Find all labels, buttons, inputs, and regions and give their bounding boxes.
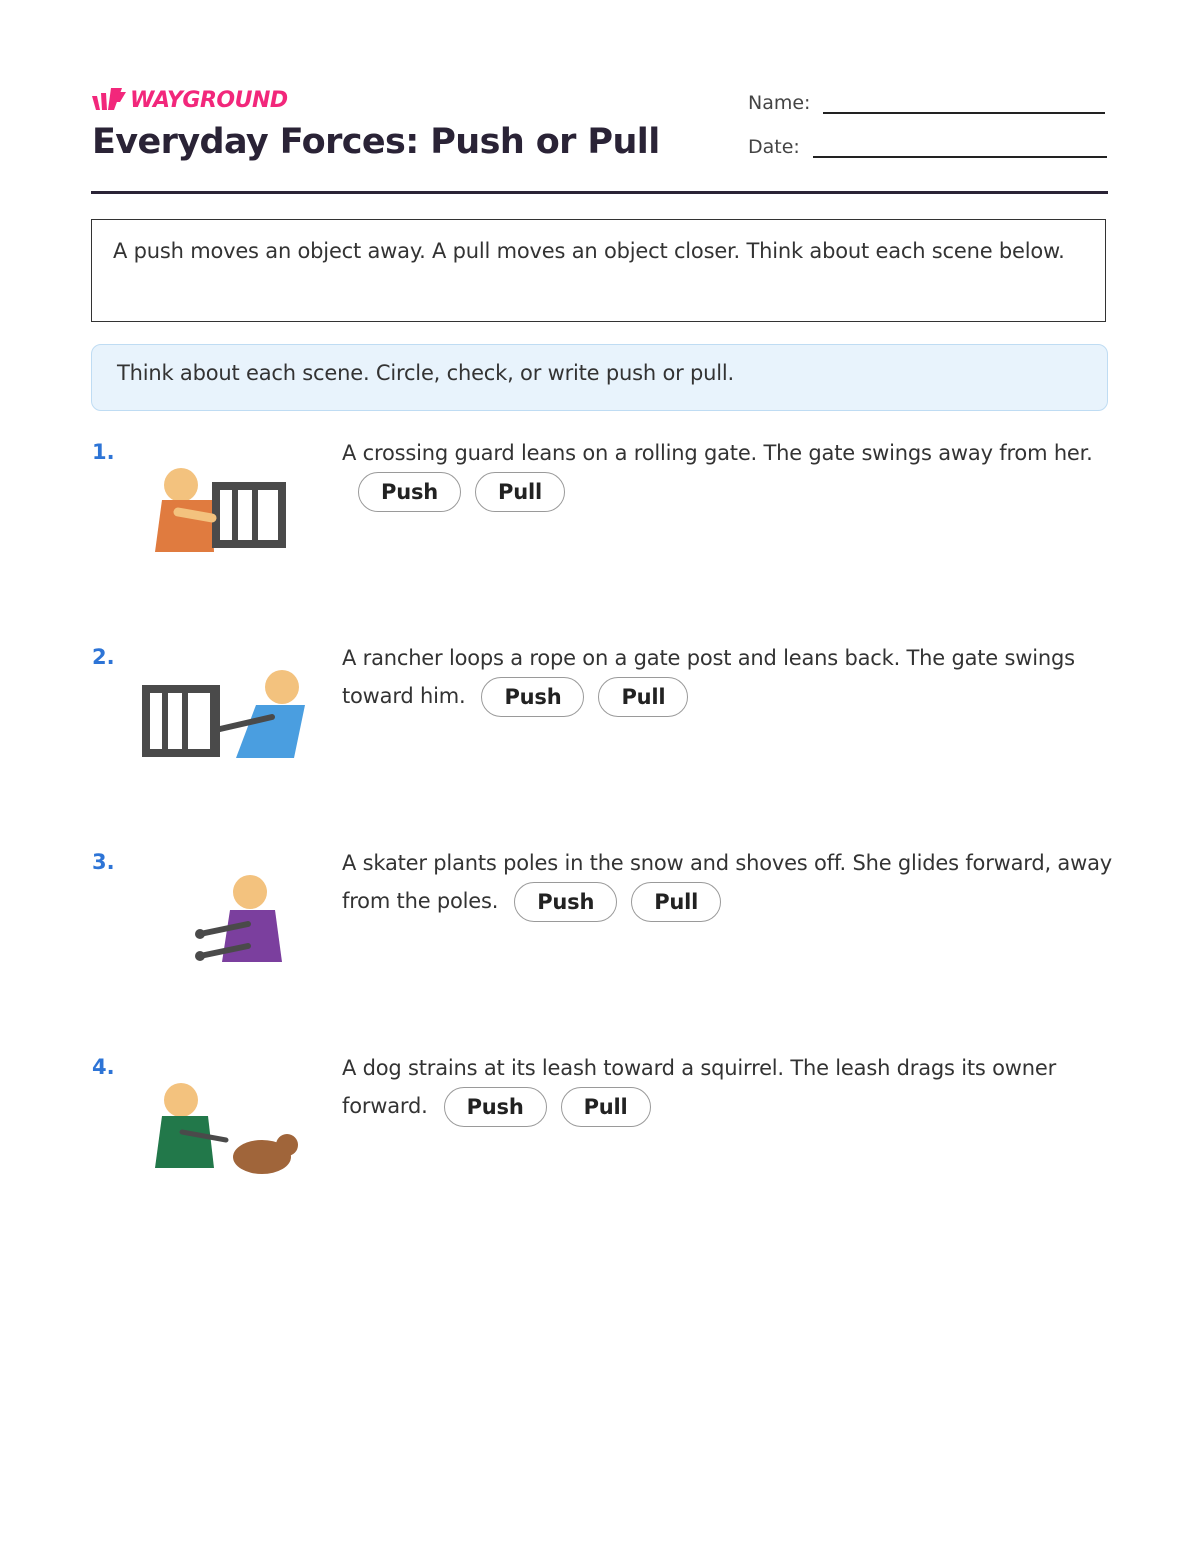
question-1-pull-option[interactable]: Pull xyxy=(475,472,565,512)
name-field-row xyxy=(748,90,1105,114)
header-divider xyxy=(91,191,1108,194)
instruction-box xyxy=(91,344,1108,411)
date-label: Date: xyxy=(748,136,800,158)
wayground-logo-icon xyxy=(92,88,126,112)
question-4-number: 4. xyxy=(92,1055,115,1079)
dog-leash-icon xyxy=(130,1055,320,1185)
question-4-push-option[interactable]: Push xyxy=(444,1087,547,1127)
page-title: Everyday Forces: Push or Pull xyxy=(92,122,660,162)
intro-text: A push moves an object away. A pull moves an object closer. Think about each scene below. xyxy=(113,239,1065,263)
question-2-text: A rancher loops a rope on a gate post and leans back. The gate swings toward him. xyxy=(342,646,1075,708)
question-1-push-option[interactable]: Push xyxy=(358,472,461,512)
question-2-number: 2. xyxy=(92,645,115,669)
question-3-pull-option[interactable]: Pull xyxy=(631,882,721,922)
question-2-pull-option[interactable]: Pull xyxy=(598,677,688,717)
question-3-number: 3. xyxy=(92,850,115,874)
question-1 xyxy=(342,434,1112,512)
name-label: Name: xyxy=(748,92,811,114)
question-3-text: A skater plants poles in the snow and shoves off. She glides forward, away from the poles. xyxy=(342,851,1112,913)
intro-box xyxy=(91,219,1106,322)
question-1-number: 1. xyxy=(92,440,115,464)
brand-name: WAYGROUND xyxy=(130,87,288,113)
skater-poles-icon xyxy=(130,850,320,980)
crossing-guard-gate-icon xyxy=(130,440,320,570)
question-2-push-option[interactable]: Push xyxy=(481,677,584,717)
name-field[interactable] xyxy=(823,90,1105,114)
question-4 xyxy=(342,1049,1112,1127)
rancher-rope-gate-icon xyxy=(130,645,320,775)
question-1-text: A crossing guard leans on a rolling gate. The gate swings away from her. xyxy=(342,441,1093,465)
question-4-text: A dog strains at its leash toward a squirrel. The leash drags its owner forward. xyxy=(342,1056,1057,1118)
brand-logo xyxy=(92,86,288,114)
question-4-pull-option[interactable]: Pull xyxy=(561,1087,651,1127)
date-field[interactable] xyxy=(813,134,1107,158)
question-3 xyxy=(342,844,1112,922)
instruction-text: Think about each scene. Circle, check, or write push or pull. xyxy=(117,361,734,385)
question-2 xyxy=(342,639,1112,717)
date-field-row xyxy=(748,134,1107,158)
question-3-push-option[interactable]: Push xyxy=(514,882,617,922)
